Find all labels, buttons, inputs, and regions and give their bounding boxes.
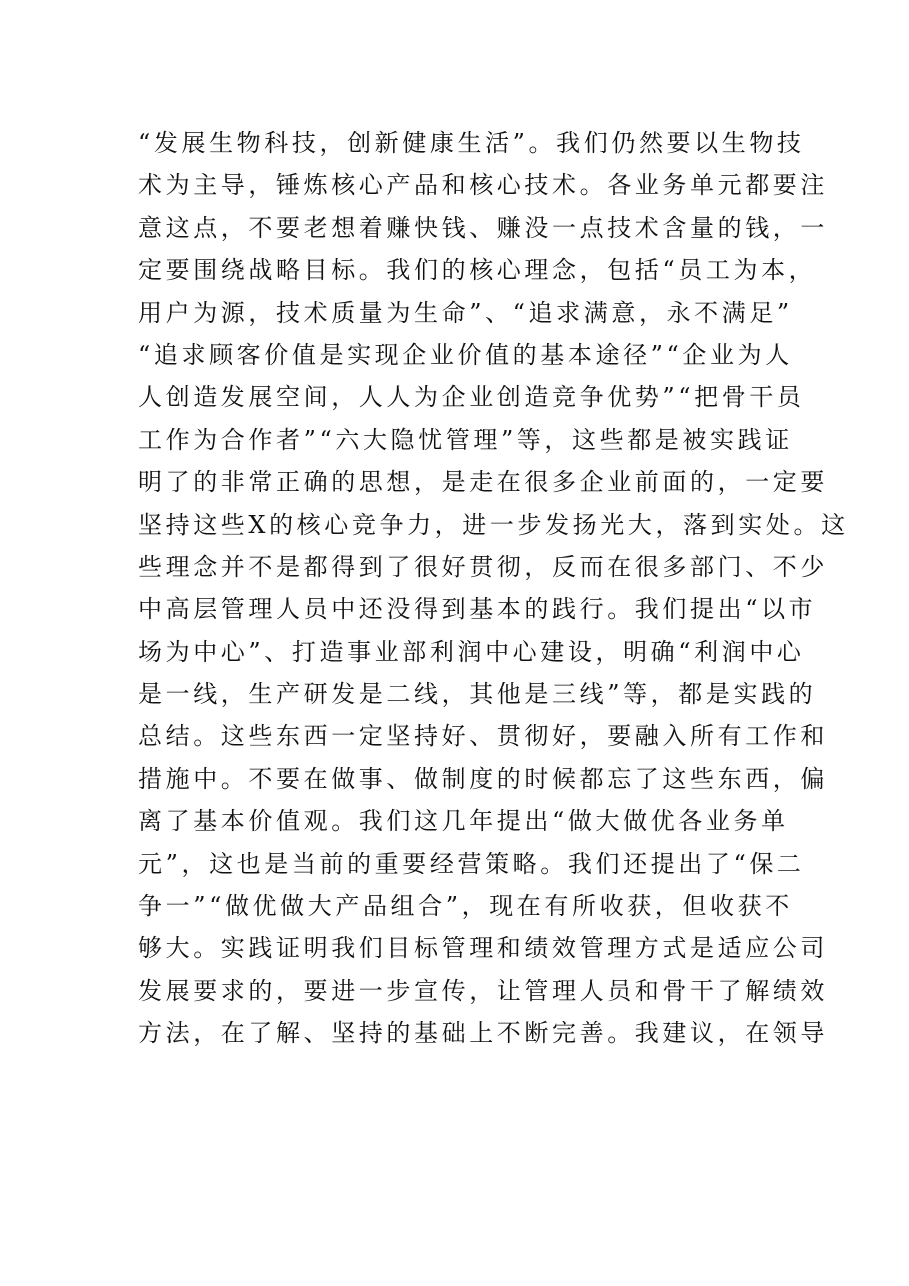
text-line: “发展生物科技，创新健康生活”。我们仍然要以生物技 [138,129,805,157]
text-line: 坚持这些X的核心竞争力，进一步发扬光大，落到实处。这 [138,510,849,539]
text-line: 定要围绕战略目标。我们的核心理念，包括“员工为本， [138,256,817,285]
text-line: 措施中。不要在做事、做制度的时候都忘了这些东西，偏 [138,764,828,793]
text-line: 术为主导，锤炼核心产品和核心技术。各业务单元都要注 [138,171,828,200]
body-text [138,122,849,1055]
text-line: 些理念并不是都得到了很好贯彻，反而在很多部门、不少 [138,552,828,581]
text-line: 人创造发展空间，人人为企业创造竞争优势”“把骨干员 [138,383,805,412]
text-line: 争一”“做优做大产品组合”，现在有所收获，但收获不 [138,892,793,921]
text-line: 元”，这也是当前的重要经营策略。我们还提出了“保二 [138,849,805,878]
text-line: 意这点，不要老想着赚快钱、赚没一点技术含量的钱，一 [138,213,828,242]
text-line: 用户为源，技术质量为生命”、“追求满意，永不满足” [138,298,793,327]
text-line: 方法，在了解、坚持的基础上不断完善。我建议，在领导 [138,1019,828,1048]
text-line: 中高层管理人员中还没得到基本的践行。我们提出“以市 [138,595,817,624]
text-line: 离了基本价值观。我们这几年提出“做大做优各业务单 [138,807,789,836]
text-line: 够大。实践证明我们目标管理和绩效管理方式是适应公司 [138,934,828,963]
text-line: “追求顾客价值是实现企业价值的基本途径”“企业为人 [138,340,793,369]
text-line: 总结。这些东西一定坚持好、贯彻好，要融入所有工作和 [138,722,828,751]
text-line: 明了的非常正确的思想，是走在很多企业前面的，一定要 [138,468,828,497]
text-line: 是一线，生产研发是二线，其他是三线”等，都是实践的 [138,680,817,709]
text-line: 场为中心”、打造事业部利润中心建设，明确“利润中心 [138,637,805,666]
text-line: 工作为合作者”“六大隐忧管理”等，这些都是被实践证 [138,425,793,454]
text-line: 发展要求的，要进一步宣传，让管理人员和骨干了解绩效 [138,976,828,1005]
